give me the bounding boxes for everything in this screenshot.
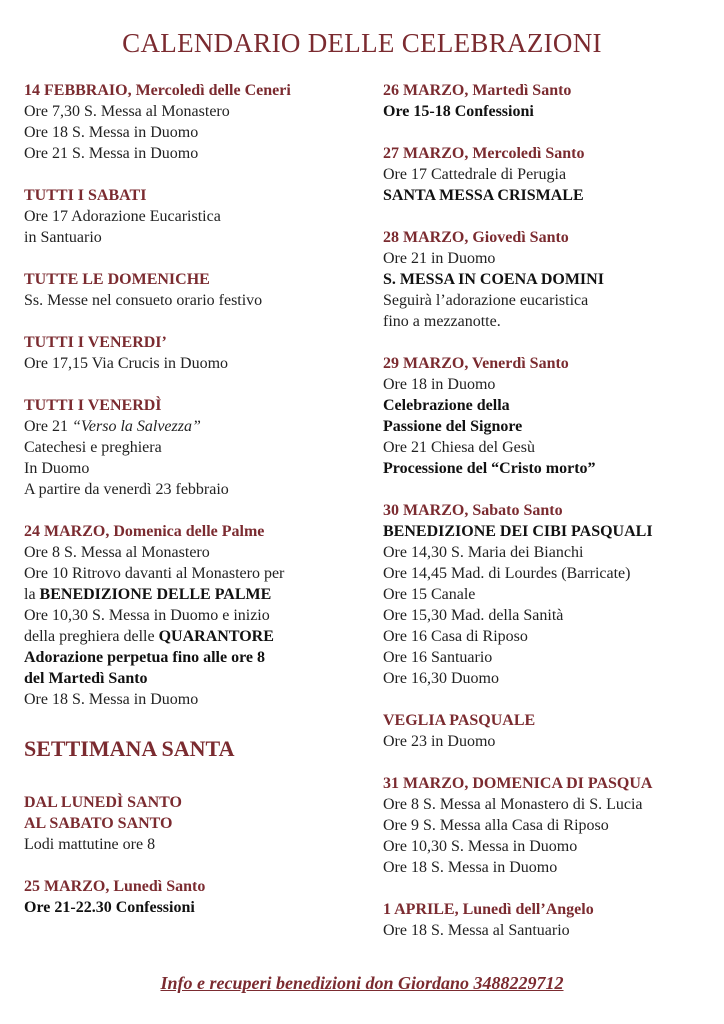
- section-date-heading: DAL LUNEDÌ SANTO: [24, 794, 182, 811]
- schedule-text: Ore 21 in Duomo: [383, 250, 496, 267]
- schedule-line: [383, 584, 723, 605]
- schedule-line: [383, 794, 723, 815]
- schedule-text: Ore 21 S. Messa in Duomo: [24, 145, 199, 162]
- schedule-text: Ss. Messe nel consueto orario festivo: [24, 292, 263, 309]
- calendar-section: [24, 269, 364, 311]
- schedule-line: [383, 920, 723, 941]
- schedule-text: Adorazione perpetua fino alle ore 8: [24, 649, 266, 666]
- calendar-section: [383, 773, 723, 878]
- schedule-line: [24, 416, 364, 437]
- calendar-section: [24, 792, 364, 855]
- schedule-text: Ore 17 Cattedrale di Perugia: [383, 166, 567, 183]
- schedule-text: Ore 18 S. Messa in Duomo: [24, 691, 199, 708]
- schedule-line: [383, 542, 723, 563]
- calendar-section: [383, 899, 723, 941]
- schedule-line: [383, 374, 723, 395]
- schedule-line: [24, 122, 364, 143]
- schedule-line: [383, 521, 723, 542]
- schedule-text: Ore 15,30 Mad. della Sanità: [383, 607, 564, 624]
- schedule-text: Ore 15 Canale: [383, 586, 476, 603]
- schedule-text: “Verso la Salvezza”: [71, 418, 201, 435]
- schedule-text: Ore 16 Casa di Riposo: [383, 628, 528, 645]
- schedule-line: [383, 437, 723, 458]
- schedule-text: Ore 9 S. Messa alla Casa di Riposo: [383, 817, 609, 834]
- schedule-line: [24, 353, 364, 374]
- section-date-heading: 29 MARZO, Venerdì Santo: [383, 355, 569, 372]
- calendar-section: [383, 227, 723, 332]
- schedule-text: Ore 18 in Duomo: [383, 376, 496, 393]
- schedule-line: [383, 458, 723, 479]
- section-date-heading: TUTTI I VENERDI’: [24, 334, 167, 351]
- schedule-text: in Santuario: [24, 229, 102, 246]
- schedule-line: [24, 626, 364, 647]
- schedule-line: [383, 815, 723, 836]
- schedule-line: [24, 563, 364, 584]
- calendar-section: [24, 80, 364, 164]
- schedule-text: fino a mezzanotte.: [383, 313, 501, 330]
- section-date-heading: 25 MARZO, Lunedì Santo: [24, 878, 206, 895]
- calendar-section: [24, 332, 364, 374]
- schedule-line: [24, 542, 364, 563]
- schedule-text: Ore 16 Santuario: [383, 649, 493, 666]
- schedule-text: Ore 10,30 S. Messa in Duomo: [383, 838, 578, 855]
- section-date-heading: 30 MARZO, Sabato Santo: [383, 502, 563, 519]
- schedule-text: Ore 21 Chiesa del Gesù: [383, 439, 535, 456]
- schedule-line: [24, 437, 364, 458]
- schedule-line: [383, 164, 723, 185]
- section-date-heading: 14 FEBBRAIO, Mercoledì delle Ceneri: [24, 82, 291, 99]
- calendar-section: [24, 876, 364, 918]
- schedule-text: Ore 21: [24, 418, 72, 435]
- section-date-heading: 1 APRILE, Lunedì dell’Angelo: [383, 901, 594, 918]
- schedule-text: Ore 17,15 Via Crucis in Duomo: [24, 355, 229, 372]
- schedule-text: QUARANTORE: [158, 628, 274, 645]
- schedule-line: [383, 395, 723, 416]
- schedule-line: [24, 290, 364, 311]
- schedule-text: Seguirà l’adorazione eucaristica: [383, 292, 589, 309]
- schedule-text: Passione del Signore: [383, 418, 523, 435]
- schedule-line: [383, 416, 723, 437]
- schedule-text: Ore 14,45 Mad. di Lourdes (Barricate): [383, 565, 631, 582]
- schedule-line: [24, 668, 364, 689]
- calendar-section: [383, 143, 723, 206]
- schedule-line: [383, 311, 723, 332]
- calendar-section: [24, 395, 364, 500]
- schedule-text: Lodi mattutine ore 8: [24, 836, 156, 853]
- schedule-text: Ore 8 S. Messa al Monastero di S. Lucia: [383, 796, 643, 813]
- schedule-line: [24, 897, 364, 918]
- calendar-section: [383, 710, 723, 752]
- schedule-text: S. MESSA IN COENA DOMINI: [383, 271, 604, 288]
- section-date-heading: 31 MARZO, DOMENICA DI PASQUA: [383, 775, 653, 792]
- schedule-text: Ore 7,30 S. Messa al Monastero: [24, 103, 230, 120]
- schedule-line: [383, 836, 723, 857]
- schedule-line: [24, 584, 364, 605]
- calendar-section: [24, 185, 364, 248]
- schedule-text: del Martedì Santo: [24, 670, 148, 687]
- schedule-line: [24, 479, 364, 500]
- calendar-section: [383, 500, 723, 689]
- schedule-line: [383, 857, 723, 878]
- schedule-text: Ore 10,30 S. Messa in Duomo e inizio: [24, 607, 270, 624]
- schedule-line: [383, 731, 723, 752]
- schedule-line: [24, 458, 364, 479]
- schedule-text: In Duomo: [24, 460, 90, 477]
- schedule-line: [383, 605, 723, 626]
- schedule-text: Ore 18 S. Messa al Santuario: [383, 922, 570, 939]
- calendar-section: [24, 521, 364, 710]
- section-date-heading: 28 MARZO, Giovedì Santo: [383, 229, 569, 246]
- schedule-line: [24, 605, 364, 626]
- schedule-line: [383, 101, 723, 122]
- schedule-text: la: [24, 586, 40, 603]
- schedule-line: [383, 647, 723, 668]
- schedule-line: [24, 689, 364, 710]
- schedule-line: [383, 626, 723, 647]
- left-column: [24, 80, 364, 939]
- schedule-text: Ore 18 S. Messa in Duomo: [383, 859, 558, 876]
- section-date-heading: AL SABATO SANTO: [24, 815, 173, 832]
- schedule-line: [24, 143, 364, 164]
- schedule-text: A partire da venerdì 23 febbraio: [24, 481, 229, 498]
- schedule-text: BENEDIZIONE DELLE PALME: [39, 586, 272, 603]
- schedule-text: Ore 14,30 S. Maria dei Bianchi: [383, 544, 584, 561]
- schedule-text: Ore 21-22.30 Confessioni: [24, 899, 195, 916]
- schedule-text: Ore 15-18 Confessioni: [383, 103, 534, 120]
- section-heading: SETTIMANA SANTA: [24, 736, 235, 761]
- schedule-text: SANTA MESSA CRISMALE: [383, 187, 584, 204]
- calendar-section: [383, 80, 723, 122]
- schedule-text: Celebrazione della: [383, 397, 510, 414]
- section-date-heading: 26 MARZO, Martedì Santo: [383, 82, 572, 99]
- schedule-text: Ore 18 S. Messa in Duomo: [24, 124, 199, 141]
- schedule-text: BENEDIZIONE DEI CIBI PASQUALI: [383, 523, 653, 540]
- section-date-heading: 24 MARZO, Domenica delle Palme: [24, 523, 265, 540]
- schedule-text: Ore 17 Adorazione Eucaristica: [24, 208, 221, 225]
- schedule-text: della preghiera delle: [24, 628, 159, 645]
- schedule-line: [24, 227, 364, 248]
- schedule-line: [24, 101, 364, 122]
- schedule-line: [24, 834, 364, 855]
- right-column: [383, 80, 723, 962]
- schedule-line: [24, 647, 364, 668]
- schedule-line: [383, 668, 723, 689]
- section-date-heading: VEGLIA PASQUALE: [383, 712, 536, 729]
- page-title: CALENDARIO DELLE CELEBRAZIONI: [122, 28, 602, 58]
- schedule-text: Ore 8 S. Messa al Monastero: [24, 544, 210, 561]
- section-date-heading: TUTTI I VENERDÌ: [24, 397, 162, 414]
- schedule-line: [383, 269, 723, 290]
- schedule-text: Ore 16,30 Duomo: [383, 670, 499, 687]
- schedule-line: [24, 206, 364, 227]
- schedule-line: [383, 248, 723, 269]
- section-date-heading: TUTTE LE DOMENICHE: [24, 271, 210, 288]
- section-date-heading: 27 MARZO, Mercoledì Santo: [383, 145, 585, 162]
- schedule-text: Processione del “Cristo morto”: [383, 460, 596, 477]
- schedule-text: Catechesi e preghiera: [24, 439, 162, 456]
- footer-contact: Info e recuperi benedizioni don Giordano 3488229712: [160, 973, 564, 993]
- section-date-heading: TUTTI I SABATI: [24, 187, 147, 204]
- schedule-line: [383, 185, 723, 206]
- schedule-text: Ore 10 Ritrovo davanti al Monastero per: [24, 565, 285, 582]
- schedule-line: [383, 563, 723, 584]
- schedule-line: [383, 290, 723, 311]
- calendar-section: [383, 353, 723, 479]
- schedule-text: Ore 23 in Duomo: [383, 733, 496, 750]
